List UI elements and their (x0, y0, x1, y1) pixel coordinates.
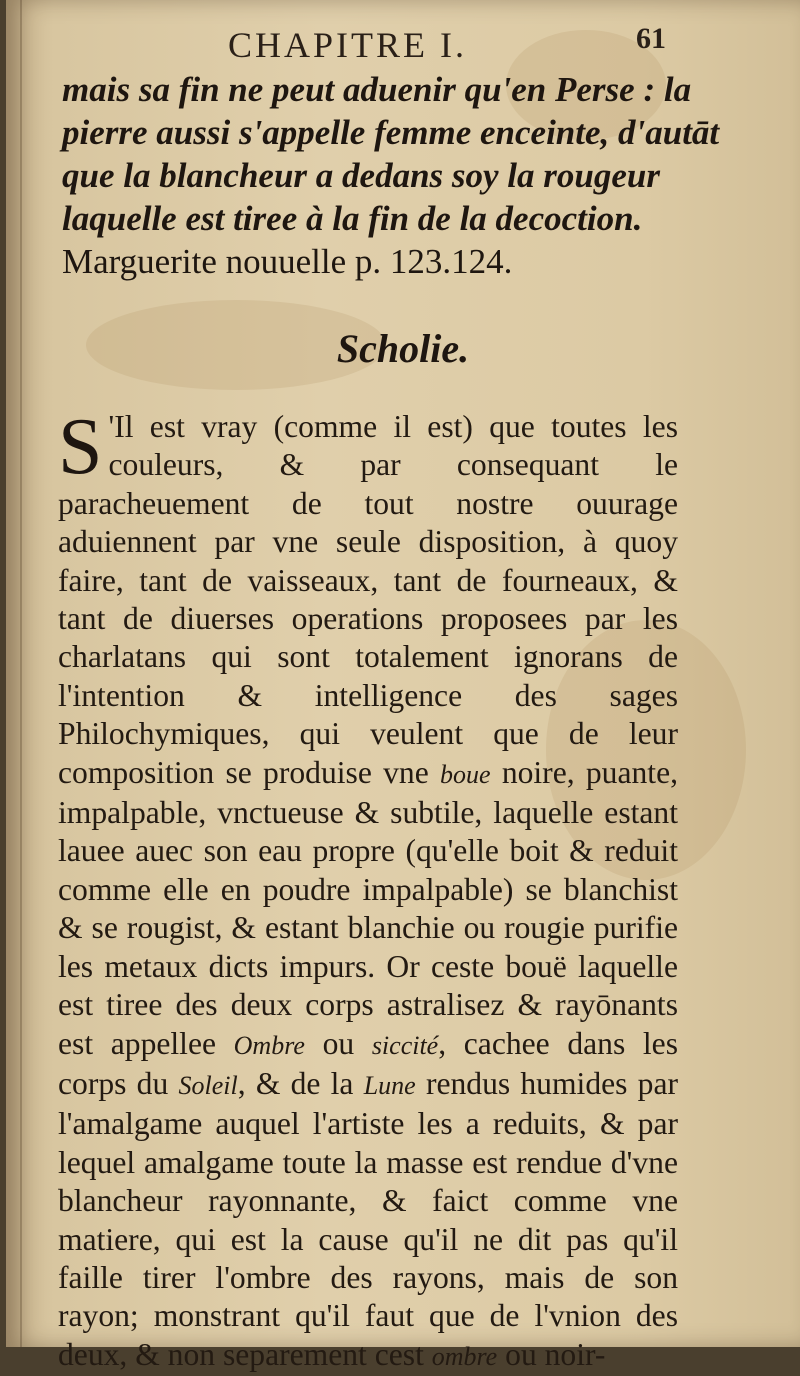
quote-text: mais sa fin ne peut aduenir qu'en Perse : la pierre aussi s'appelle femme enceinte, d'autāt que la blancheur a dedans soy la rougeur laquelle est tiree à la fin de la decoction. (62, 70, 720, 238)
body-paragraph (58, 403, 679, 1376)
body-segment: rendus humides par l'amalgame auquel l'artiste les a reduits, & par lequel amalgame toute la masse est rendue d'vne blancheur rayonnante, & faict comme vne matiere, qui est la cause qu'il ne dit pas qu'il faille tirer l'ombre des rayons, mais de son rayon; monstrant qu'il faut que de l'vnion des deux, & non separement cest (58, 1065, 679, 1372)
term-boue: boue (440, 759, 491, 789)
term-lune: Lune (363, 1070, 416, 1100)
term-ombre: Ombre (233, 1030, 305, 1060)
drop-cap: S (58, 403, 103, 491)
body-segment: ou noir- (505, 1336, 606, 1372)
term-soleil: Soleil (178, 1070, 238, 1100)
page-number: 61 (636, 22, 666, 55)
running-title: CHAPITRE I. (228, 25, 467, 65)
term-siccite: siccité (371, 1030, 439, 1060)
body-segment: , cachee dans les corps du (58, 1025, 678, 1101)
page-gutter (20, 0, 22, 1347)
quoted-passage (62, 68, 742, 283)
body-segment: 'Il est vray (comme il est) que toutes les couleurs, & par consequant le paracheuement de tout nostre ouurage aduiennent par vne seule disposition, à quoy faire, tant de vaisseaux, tant de fourneaux, & tant de diuerses operations proposees par les charlatans qui sont totalement ignorans de l'intention & intelligence des sages Philochymiques, qui veulent que de leur composition se produise vne (58, 409, 678, 790)
body-segment: , & de la (237, 1065, 354, 1101)
page-header (6, 18, 800, 68)
body-segment: noire, puante, impalpable, vnctueuse & subtile, laquelle estant lauee auec son eau propre (qu'elle boit & reduit comme elle en poudre impalpable) se blanchist & se rougist, & estant blanchie ou rougie purifie les metaux dicts impurs. Or ceste bouë laquelle est tiree des deux corps astralisez & rayōnants est appellee (58, 754, 678, 1061)
body-segment: ou (322, 1025, 355, 1061)
term-ombre-2: ombre (431, 1341, 498, 1371)
quote-citation: Marguerite nouuelle p. 123.124. (62, 242, 513, 281)
section-heading: Scholie. (336, 326, 470, 371)
book-page (6, 0, 800, 1372)
